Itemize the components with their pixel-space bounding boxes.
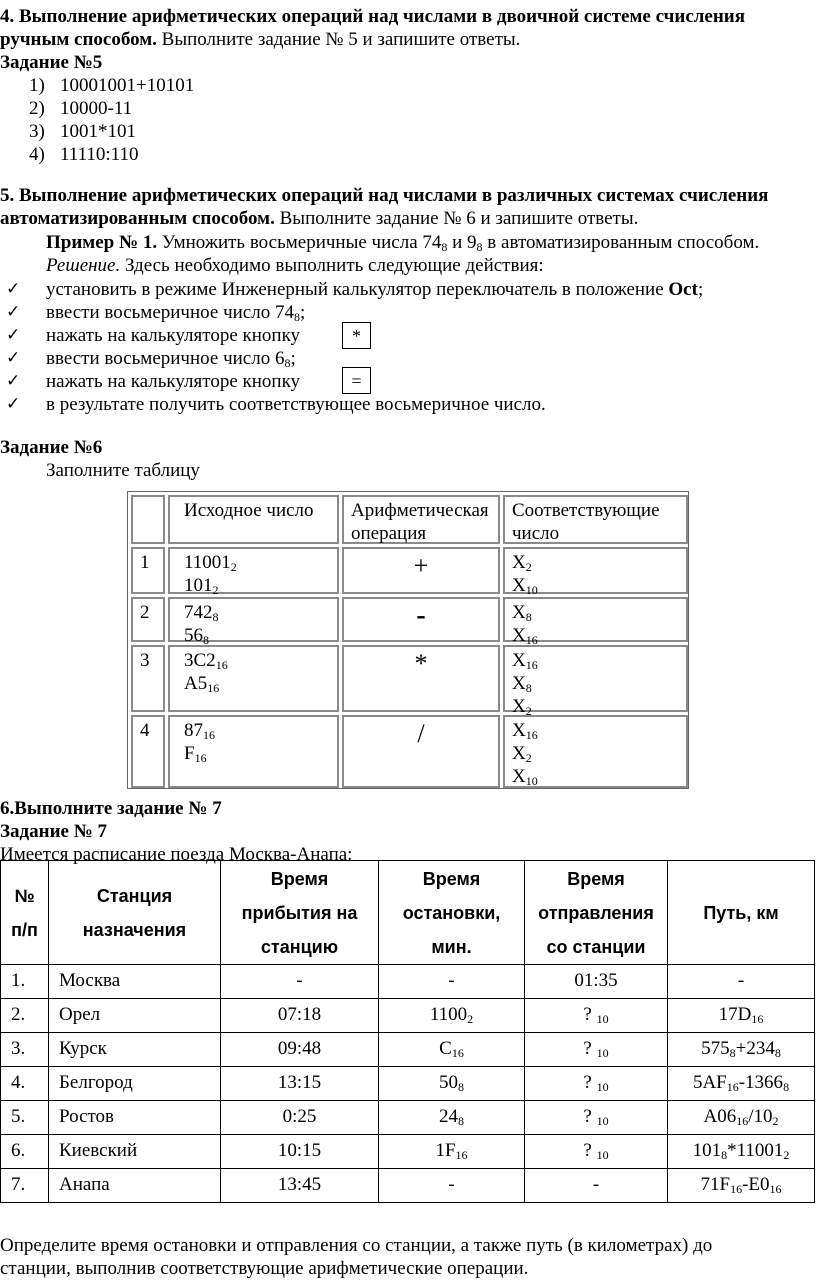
row-number-cell bbox=[0, 1066, 49, 1101]
list-item: 11110:110 bbox=[60, 144, 139, 165]
arrival-cell bbox=[220, 1100, 379, 1135]
task6-title: Задание №6 bbox=[0, 437, 103, 458]
header-label: Соответствующие bbox=[512, 500, 660, 521]
arrival-time: 07:18 bbox=[277, 1004, 322, 1025]
header-label: отправления bbox=[538, 902, 654, 923]
task6-subtitle: Заполните таблицу bbox=[46, 460, 200, 481]
result-line bbox=[512, 719, 679, 742]
distance-part: 575 bbox=[701, 1038, 730, 1059]
stop-value: 50 bbox=[439, 1072, 458, 1093]
header-label: Арифметическая bbox=[351, 500, 489, 521]
checkmark-icon: ✓ bbox=[6, 302, 21, 322]
result-base: 2 bbox=[525, 560, 532, 574]
result-line bbox=[512, 765, 679, 788]
result-var: X bbox=[512, 696, 526, 717]
number-base: 8 bbox=[212, 610, 219, 624]
list-item: 10001001+10101 bbox=[60, 75, 195, 96]
depart-value: - bbox=[592, 1174, 600, 1195]
checkmark-icon: ✓ bbox=[6, 394, 21, 414]
arrival-time: - bbox=[296, 970, 303, 991]
result-cell bbox=[503, 547, 688, 597]
step-2: ввести восьмеричное число $74_8$; bbox=[46, 302, 306, 324]
distance-part: 16 bbox=[751, 1012, 764, 1026]
table-header-cell bbox=[667, 860, 815, 965]
row-number-cell bbox=[0, 1134, 49, 1169]
operation-symbol: + bbox=[413, 551, 429, 580]
header-label: операция bbox=[351, 523, 427, 544]
header-label: число bbox=[512, 523, 560, 544]
source-number-line bbox=[184, 624, 330, 647]
arrival-cell bbox=[220, 998, 379, 1033]
stop-base: 16 bbox=[451, 1046, 464, 1060]
task7-intro: Имеется расписание поезда Москва-Анапа: bbox=[0, 844, 353, 865]
distance-part: /10 bbox=[748, 1106, 773, 1127]
distance-part: -1366 bbox=[738, 1072, 784, 1093]
depart-value: ? bbox=[583, 1106, 597, 1127]
header-label: остановки, bbox=[402, 902, 501, 923]
stop-value: 1F bbox=[435, 1140, 456, 1161]
result-cell bbox=[503, 715, 688, 788]
number-value: 11001 bbox=[184, 552, 231, 573]
result-base: 2 bbox=[525, 751, 532, 765]
result-base: 8 bbox=[525, 681, 532, 695]
table-header-cell bbox=[503, 495, 688, 544]
multiply-key-button: * bbox=[342, 322, 371, 349]
row-number-cell bbox=[131, 645, 165, 712]
number-value: 87 bbox=[184, 720, 203, 741]
stop-base: 16 bbox=[455, 1148, 468, 1162]
row-number: 4 bbox=[140, 720, 150, 741]
stop-cell bbox=[378, 964, 525, 999]
depart-value: ? bbox=[583, 1140, 597, 1161]
list-item-number: 4) bbox=[29, 144, 45, 165]
source-number-line bbox=[184, 551, 330, 574]
number-base: 16 bbox=[207, 681, 220, 695]
table-header-cell bbox=[0, 860, 49, 965]
checkmark-icon: ✓ bbox=[6, 348, 21, 368]
distance-part: 2 bbox=[772, 1114, 779, 1128]
row-number: 4. bbox=[11, 1072, 26, 1093]
distance-cell bbox=[667, 1100, 815, 1135]
arrival-time: 0:25 bbox=[282, 1106, 317, 1127]
distance-value: - bbox=[737, 970, 745, 991]
result-line bbox=[512, 624, 679, 647]
table-header-cell bbox=[48, 860, 221, 965]
header-label: Время bbox=[567, 868, 625, 889]
row-number: 1. bbox=[11, 970, 26, 991]
result-var: X bbox=[512, 575, 526, 596]
number-value: 101 bbox=[184, 575, 213, 596]
equals-key-button: = bbox=[342, 367, 371, 394]
distance-part: 17D bbox=[718, 1004, 752, 1025]
number-value: A5 bbox=[184, 673, 208, 694]
arrival-time: 13:45 bbox=[277, 1174, 322, 1195]
depart-base: 10 bbox=[596, 1012, 609, 1026]
stop-value: 24 bbox=[439, 1106, 458, 1127]
section6-title: 6.Выполните задание № 7 bbox=[0, 798, 222, 819]
step-4: ввести восьмеричное число $6_8$; bbox=[46, 348, 296, 370]
header-label: п/п bbox=[11, 919, 38, 940]
distance-cell bbox=[667, 1032, 815, 1067]
result-line bbox=[512, 574, 679, 597]
station-cell bbox=[48, 1134, 221, 1169]
result-base: 16 bbox=[525, 728, 538, 742]
result-cell bbox=[503, 597, 688, 647]
result-var: X bbox=[512, 625, 526, 646]
number-base: 2 bbox=[230, 560, 237, 574]
distance-part: 2 bbox=[783, 1148, 790, 1162]
distance-part: 16 bbox=[736, 1114, 749, 1128]
section5-title-line2: автоматизированным способом. Выполните задание № 6 и запишите ответы. bbox=[0, 208, 639, 229]
station-cell bbox=[48, 1168, 221, 1203]
result-var: X bbox=[512, 673, 526, 694]
operation-symbol: - bbox=[416, 600, 426, 631]
stop-base: 8 bbox=[458, 1080, 464, 1094]
source-number-cell bbox=[168, 597, 339, 647]
station-name: Ростов bbox=[59, 1106, 115, 1127]
operation-cell bbox=[342, 597, 500, 642]
distance-cell bbox=[667, 1168, 815, 1203]
header-label: мин. bbox=[431, 936, 472, 957]
header-label: Время bbox=[422, 868, 481, 889]
distance-part: 16 bbox=[730, 1182, 743, 1196]
task5-title: Задание №5 bbox=[0, 52, 103, 73]
operation-symbol: * bbox=[414, 649, 428, 678]
distance-part: 16 bbox=[726, 1080, 739, 1094]
result-line bbox=[512, 649, 679, 672]
task6-table bbox=[127, 491, 689, 789]
depart-base: 10 bbox=[596, 1148, 609, 1162]
station-name: Анапа bbox=[59, 1174, 110, 1195]
arrival-cell bbox=[220, 1134, 379, 1169]
number-value: 3C2 bbox=[184, 650, 216, 671]
footer-line1: Определите время остановки и отправления со станции, а также путь (в километрах) до bbox=[0, 1235, 713, 1256]
row-number: 2. bbox=[11, 1004, 26, 1025]
row-number: 3. bbox=[11, 1038, 26, 1059]
arrival-time: 13:15 bbox=[277, 1072, 322, 1093]
result-cell bbox=[503, 645, 688, 718]
number-base: 2 bbox=[212, 583, 219, 597]
station-cell bbox=[48, 1032, 221, 1067]
source-number-line bbox=[184, 719, 330, 742]
row-number: 5. bbox=[11, 1106, 26, 1127]
depart-cell bbox=[524, 1168, 668, 1203]
stop-cell bbox=[378, 1134, 525, 1169]
stop-base: 8 bbox=[458, 1114, 464, 1128]
number-value: 56 bbox=[184, 625, 203, 646]
depart-value: ? bbox=[583, 1038, 597, 1059]
stop-value: C bbox=[439, 1038, 452, 1059]
distance-part: 16 bbox=[769, 1182, 782, 1196]
number-value: 742 bbox=[184, 602, 213, 623]
distance-part: 71F bbox=[700, 1174, 731, 1195]
row-number-cell bbox=[0, 964, 49, 999]
source-number-line bbox=[184, 649, 330, 672]
distance-part: +234 bbox=[735, 1038, 775, 1059]
source-number-line bbox=[184, 574, 330, 597]
arrival-time: 09:48 bbox=[277, 1038, 322, 1059]
operation-symbol: / bbox=[417, 719, 425, 748]
list-item-number: 1) bbox=[29, 75, 45, 96]
number-base: 8 bbox=[203, 633, 209, 647]
arrival-cell bbox=[220, 1066, 379, 1101]
station-name: Киевский bbox=[59, 1140, 138, 1161]
table-header-cell bbox=[524, 860, 668, 965]
row-number: 6. bbox=[11, 1140, 26, 1161]
source-number-line bbox=[184, 742, 330, 765]
row-number-cell bbox=[0, 1168, 49, 1203]
row-number-cell bbox=[131, 547, 165, 594]
row-number-cell bbox=[0, 1032, 49, 1067]
distance-cell bbox=[667, 1134, 815, 1169]
distance-part: -E0 bbox=[742, 1174, 770, 1195]
stop-cell bbox=[378, 1032, 525, 1067]
step-6: в результате получить соответствующее восьмеричное число. bbox=[46, 394, 546, 415]
result-base: 16 bbox=[525, 658, 538, 672]
result-var: X bbox=[512, 602, 526, 623]
distance-cell bbox=[667, 964, 815, 999]
depart-cell bbox=[524, 964, 668, 999]
source-number-line bbox=[184, 672, 330, 695]
table-header-cell bbox=[131, 495, 165, 544]
stop-cell bbox=[378, 1168, 525, 1203]
station-cell bbox=[48, 1066, 221, 1101]
distance-part: 8 bbox=[783, 1080, 790, 1094]
result-base: 8 bbox=[525, 610, 532, 624]
row-number-cell bbox=[131, 597, 165, 642]
depart-cell bbox=[524, 998, 668, 1033]
depart-cell bbox=[524, 1134, 668, 1169]
section5-title-line1: 5. Выполнение арифметических операций над числами в различных системах счисления bbox=[0, 185, 769, 206]
example1: Пример № 1. Умножить восьмеричные числа $74_8$ и $9_8$ в автоматизированным способом. bbox=[46, 232, 760, 254]
distance-part: 101 bbox=[692, 1140, 722, 1161]
header-label: прибытия на bbox=[241, 902, 358, 923]
depart-base: 10 bbox=[596, 1046, 609, 1060]
distance-part: 8 bbox=[721, 1148, 728, 1162]
operation-cell bbox=[342, 645, 500, 712]
station-cell bbox=[48, 1100, 221, 1135]
result-line bbox=[512, 551, 679, 574]
source-number-line bbox=[184, 601, 330, 624]
step-3: нажать на калькуляторе кнопку bbox=[46, 325, 301, 346]
result-var: X bbox=[512, 720, 526, 741]
list-item: 10000-11 bbox=[60, 98, 133, 119]
row-number-cell bbox=[131, 715, 165, 788]
header-label: Исходное число bbox=[184, 500, 314, 521]
source-number-cell bbox=[168, 645, 339, 712]
distance-part: A06 bbox=[703, 1106, 737, 1127]
arrival-time: 10:15 bbox=[277, 1140, 322, 1161]
checkmark-icon: ✓ bbox=[6, 325, 21, 345]
depart-base: 10 bbox=[596, 1080, 609, 1094]
result-line bbox=[512, 742, 679, 765]
depart-cell bbox=[524, 1100, 668, 1135]
result-base: 2 bbox=[525, 704, 532, 718]
stop-value: - bbox=[448, 970, 455, 991]
header-label: Время bbox=[270, 868, 329, 889]
arrival-cell bbox=[220, 964, 379, 999]
result-line bbox=[512, 601, 679, 624]
result-var: X bbox=[512, 650, 526, 671]
depart-base: 10 bbox=[596, 1114, 609, 1128]
list-item-number: 2) bbox=[29, 98, 45, 119]
section4-title-line1: 4. Выполнение арифметических операций над числами в двоичной системе счисления bbox=[0, 6, 746, 27]
number-base: 16 bbox=[203, 728, 215, 742]
header-label: со станции bbox=[546, 936, 646, 957]
row-number-cell bbox=[0, 998, 49, 1033]
row-number-cell bbox=[0, 1100, 49, 1135]
station-cell bbox=[48, 964, 221, 999]
depart-value: ? bbox=[583, 1004, 597, 1025]
table-header-cell bbox=[342, 495, 500, 544]
list-item: 1001*101 bbox=[60, 121, 136, 142]
operation-cell bbox=[342, 715, 500, 788]
station-name: Орел bbox=[59, 1004, 101, 1025]
solution-line: Решение. Здесь необходимо выполнить следующие действия: bbox=[46, 255, 544, 276]
row-number: 7. bbox=[11, 1174, 26, 1195]
station-cell bbox=[48, 998, 221, 1033]
result-base: 16 bbox=[525, 633, 538, 647]
header-label: Станция bbox=[96, 885, 173, 906]
header-label: № bbox=[14, 885, 35, 906]
stop-base: 2 bbox=[467, 1012, 474, 1026]
result-var: X bbox=[512, 766, 526, 787]
section4-title-line2: ручным способом. Выполните задание № 5 и запишите ответы. bbox=[0, 29, 521, 50]
table-header-cell bbox=[168, 495, 339, 544]
station-name: Москва bbox=[59, 970, 121, 991]
stop-value: - bbox=[448, 1174, 455, 1195]
step-1: установить в режиме Инженерный калькулятор переключатель в положение Oct; bbox=[46, 279, 704, 300]
row-number: 1 bbox=[140, 552, 150, 573]
row-number: 2 bbox=[140, 602, 150, 623]
distance-part: 8 bbox=[729, 1046, 736, 1060]
source-number-cell bbox=[168, 547, 339, 597]
stop-cell bbox=[378, 1100, 525, 1135]
distance-cell bbox=[667, 1066, 815, 1101]
number-base: 16 bbox=[215, 658, 228, 672]
stop-cell bbox=[378, 1066, 525, 1101]
result-base: 10 bbox=[525, 583, 538, 597]
table-header-cell bbox=[378, 860, 525, 965]
result-var: X bbox=[512, 552, 526, 573]
number-base: 16 bbox=[194, 751, 207, 765]
header-label: Путь, км bbox=[703, 902, 779, 923]
header-label: станцию bbox=[260, 936, 339, 957]
depart-cell bbox=[524, 1066, 668, 1101]
arrival-cell bbox=[220, 1168, 379, 1203]
stop-cell bbox=[378, 998, 525, 1033]
result-var: X bbox=[512, 743, 526, 764]
step-5: нажать на калькуляторе кнопку bbox=[46, 371, 301, 392]
depart-cell bbox=[524, 1032, 668, 1067]
footer-line2: станции, выполнив соответствующие арифметические операции. bbox=[0, 1258, 529, 1279]
header-label: назначения bbox=[82, 919, 187, 940]
distance-part: *11001 bbox=[727, 1140, 784, 1161]
checkmark-icon: ✓ bbox=[6, 279, 21, 299]
result-line bbox=[512, 672, 679, 695]
station-name: Белгород bbox=[59, 1072, 133, 1093]
result-base: 10 bbox=[525, 774, 538, 788]
task7-title: Задание № 7 bbox=[0, 821, 108, 842]
table-header-cell bbox=[220, 860, 379, 965]
stop-value: 1100 bbox=[429, 1004, 468, 1025]
source-number-cell bbox=[168, 715, 339, 788]
distance-cell bbox=[667, 998, 815, 1033]
row-number: 3 bbox=[140, 650, 150, 671]
depart-value: 01:35 bbox=[574, 970, 618, 991]
checkmark-icon: ✓ bbox=[6, 371, 21, 391]
arrival-cell bbox=[220, 1032, 379, 1067]
distance-part: 8 bbox=[774, 1046, 781, 1060]
distance-part: 5AF bbox=[692, 1072, 727, 1093]
station-name: Курск bbox=[59, 1038, 107, 1059]
operation-cell bbox=[342, 547, 500, 594]
depart-value: ? bbox=[583, 1072, 597, 1093]
list-item-number: 3) bbox=[29, 121, 45, 142]
number-value: F bbox=[184, 743, 195, 764]
